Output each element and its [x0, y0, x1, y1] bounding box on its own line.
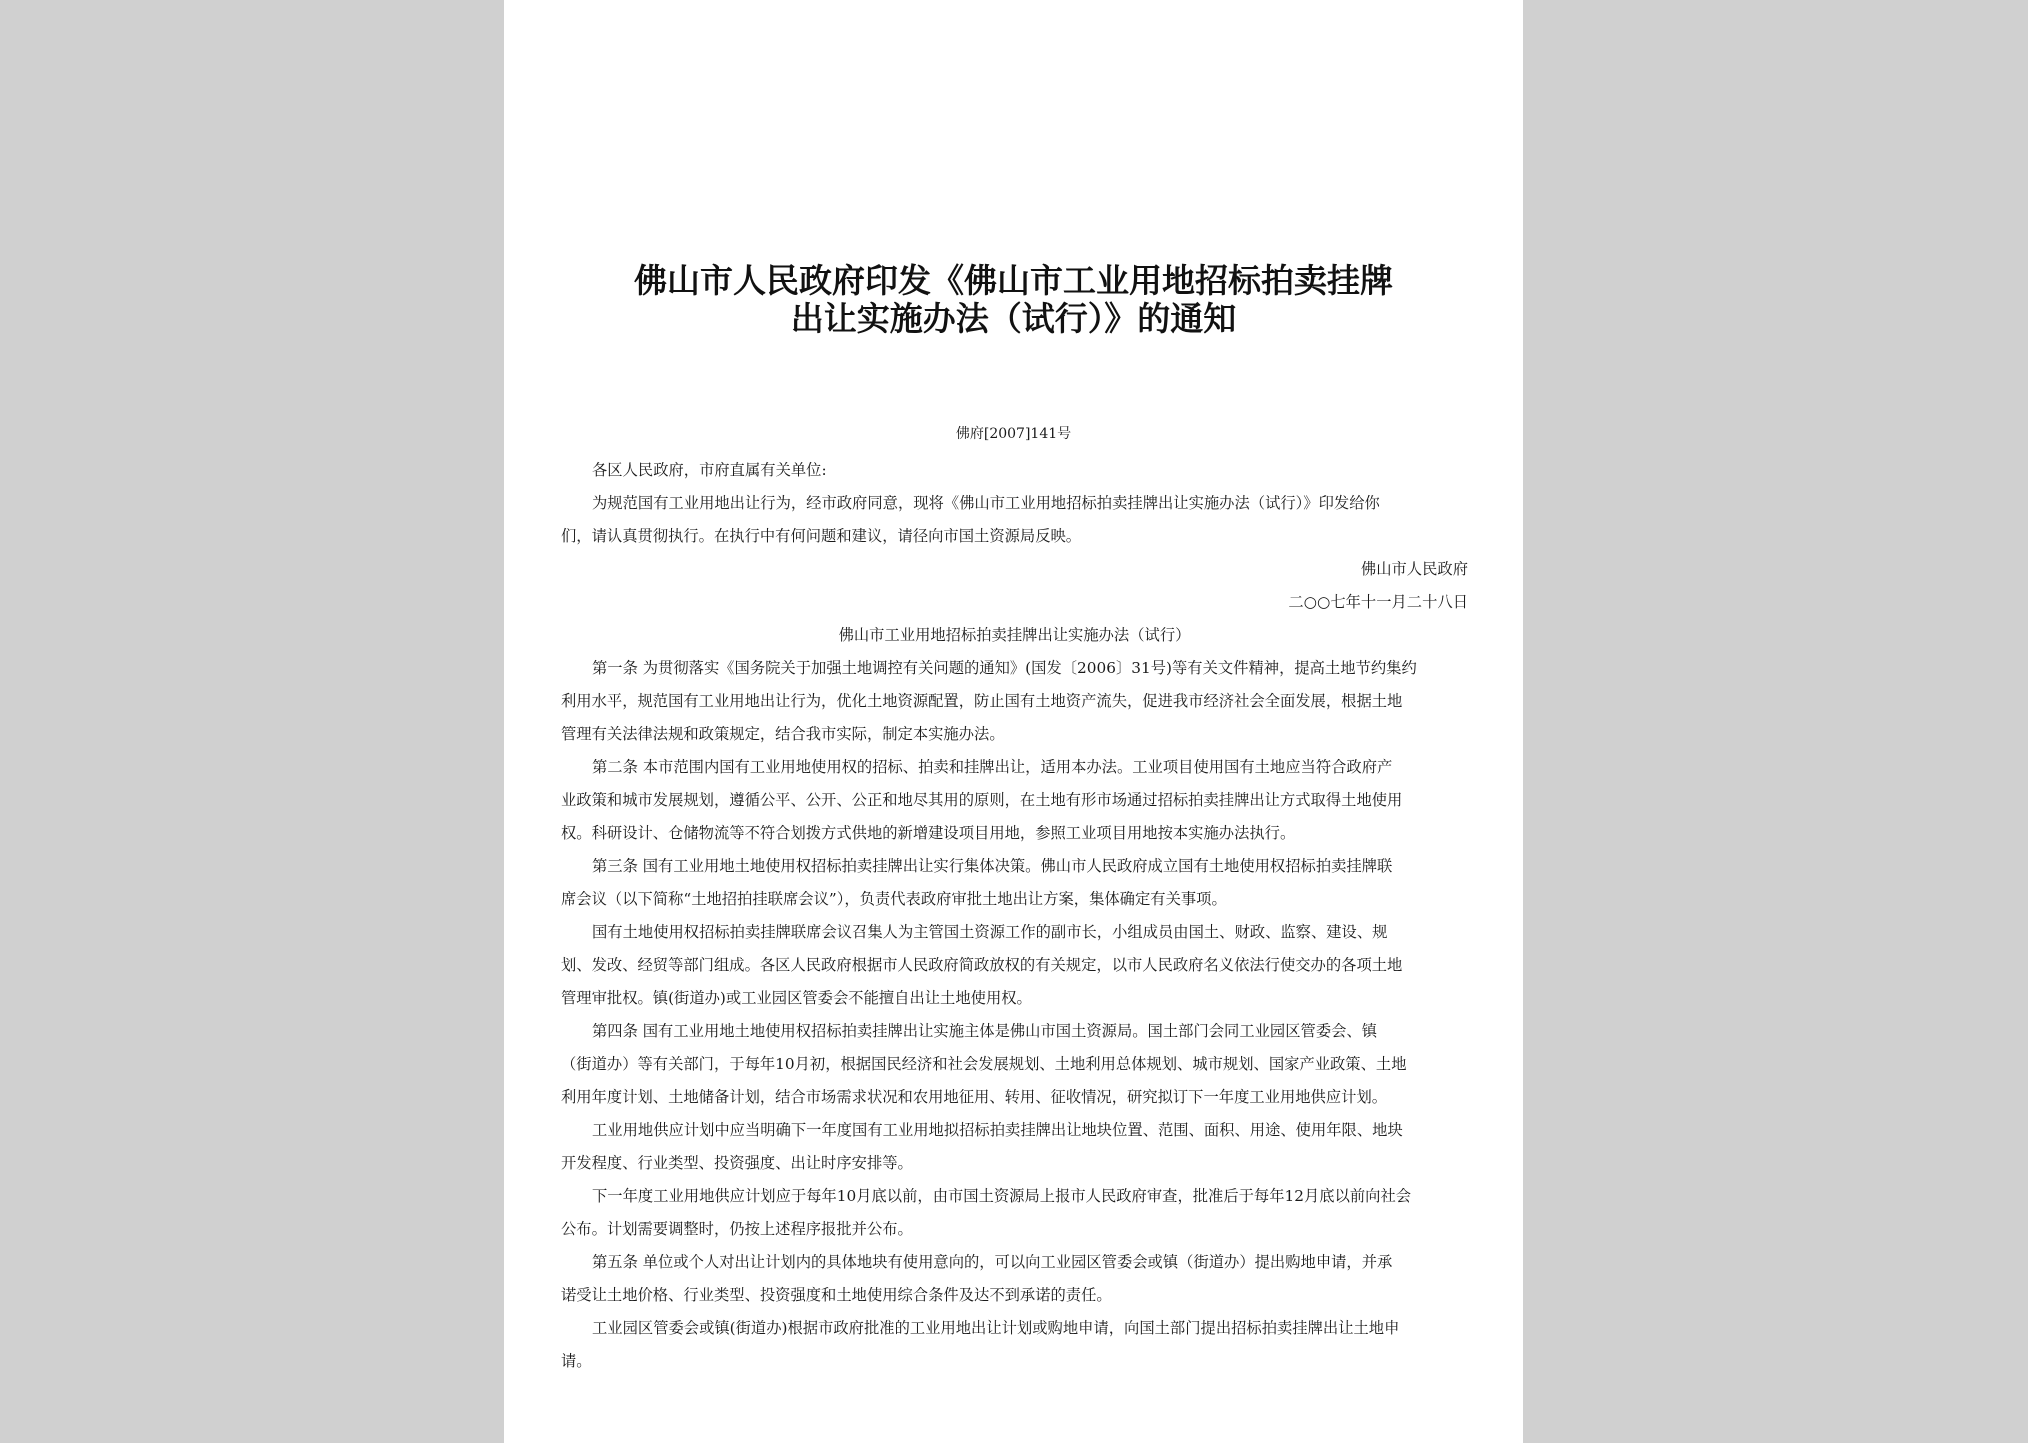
paragraph-line: 工业用地供应计划中应当明确下一年度国有工业用地拟招标拍卖挂牌出让地块位置、范围、面积、用途、使用年限、地块	[592, 1121, 1403, 1139]
issuer-signature: 佛山市人民政府	[1360, 560, 1468, 578]
paragraph-line: 利用水平，规范国有工业用地出让行为，优化土地资源配置，防止国有土地资产流失，促进我市经济社会全面发展，根据土地	[561, 692, 1403, 710]
notice-paragraph-line: 为规范国有工业用地出让行为，经市政府同意，现将《佛山市工业用地招标拍卖挂牌出让实施办法（试行）》印发给你	[592, 494, 1380, 512]
paragraph-line: （街道办）等有关部门，于每年10月初，根据国民经济和社会发展规划、土地利用总体规划、城市规划、国家产业政策、土地	[561, 1055, 1407, 1073]
paragraph-line: 请。	[561, 1352, 592, 1370]
paragraph-line: 第五条 单位或个人对出让计划内的具体地块有使用意向的，可以向工业园区管委会或镇（街道办）提出购地申请，并承	[592, 1253, 1393, 1271]
document-number: 佛府[2007]141号	[955, 426, 1072, 442]
paragraph-line: 国有土地使用权招标拍卖挂牌联席会议召集人为主管国土资源工作的副市长，小组成员由国土、财政、监察、建设、规	[592, 923, 1388, 941]
paragraph-line: 工业园区管委会或镇(街道办)根据市政府批准的工业用地出让计划或购地申请，向国土部门提出招标拍卖挂牌出让土地申	[592, 1319, 1400, 1337]
paragraph-line: 第一条 为贯彻落实《国务院关于加强土地调控有关问题的通知》(国发〔2006〕31号)等有关文件精神，提高土地节约集约	[592, 659, 1417, 677]
notice-paragraph-line: 们，请认真贯彻执行。在执行中有何问题和建议，请径向市国土资源局反映。	[561, 527, 1082, 545]
paragraph-line: 业政策和城市发展规划，遵循公平、公开、公正和地尽其用的原则，在土地有形市场通过招标拍卖挂牌出让方式取得土地使用	[561, 791, 1403, 809]
document-title	[544, 262, 1483, 338]
document-body	[561, 454, 1468, 1378]
paragraph-line: 下一年度工业用地供应计划应于每年10月底以前，由市国土资源局上报市人民政府审查，批准后于每年12月底以前向社会	[592, 1187, 1412, 1205]
title-line-1: 佛山市人民政府印发《佛山市工业用地招标拍卖挂牌	[634, 261, 1393, 300]
paragraph-line: 席会议（以下简称“土地招拍挂联席会议”），负责代表政府审批土地出让方案，集体确定有关事项。	[561, 890, 1227, 908]
paragraph-line: 公布。计划需要调整时，仍按上述程序报批并公布。	[561, 1220, 913, 1238]
document-page	[504, 0, 1523, 1443]
paragraph-line: 诺受让土地价格、行业类型、投资强度和土地使用综合条件及达不到承诺的责任。	[561, 1286, 1112, 1304]
issue-date: 二○○七年十一月二十八日	[1288, 593, 1468, 611]
paragraph-line: 权。科研设计、仓储物流等不符合划拨方式供地的新增建设项目用地，参照工业项目用地按本实施办法执行。	[561, 824, 1296, 842]
paragraph-line: 利用年度计划、土地储备计划，结合市场需求状况和农用地征用、转用、征收情况，研究拟订下一年度工业用地供应计划。	[561, 1088, 1388, 1106]
measures-title: 佛山市工业用地招标拍卖挂牌出让实施办法（试行）	[838, 626, 1191, 644]
title-line-2: 出让实施办法（试行）》的通知	[790, 299, 1237, 338]
paragraph-line: 第三条 国有工业用地土地使用权招标拍卖挂牌出让实行集体决策。佛山市人民政府成立国有土地使用权招标拍卖挂牌联	[592, 857, 1393, 875]
paragraph-line: 第二条 本市范围内国有工业用地使用权的招标、拍卖和挂牌出让，适用本办法。工业项目使用国有土地应当符合政府产	[592, 758, 1393, 776]
paragraph-line: 划、发改、经贸等部门组成。各区人民政府根据市人民政府简政放权的有关规定，以市人民政府名义依法行使交办的各项土地	[561, 956, 1403, 974]
paragraph-line: 管理有关法律法规和政策规定，结合我市实际，制定本实施办法。	[561, 725, 1005, 743]
paragraph-line: 第四条 国有工业用地土地使用权招标拍卖挂牌出让实施主体是佛山市国土资源局。国土部门会同工业园区管委会、镇	[592, 1022, 1378, 1040]
salutation: 各区人民政府，市府直属有关单位:	[592, 461, 827, 479]
paragraph-line: 管理审批权。镇(街道办)或工业园区管委会不能擅自出让土地使用权。	[561, 989, 1032, 1007]
paragraph-line: 开发程度、行业类型、投资强度、出让时序安排等。	[561, 1154, 913, 1172]
